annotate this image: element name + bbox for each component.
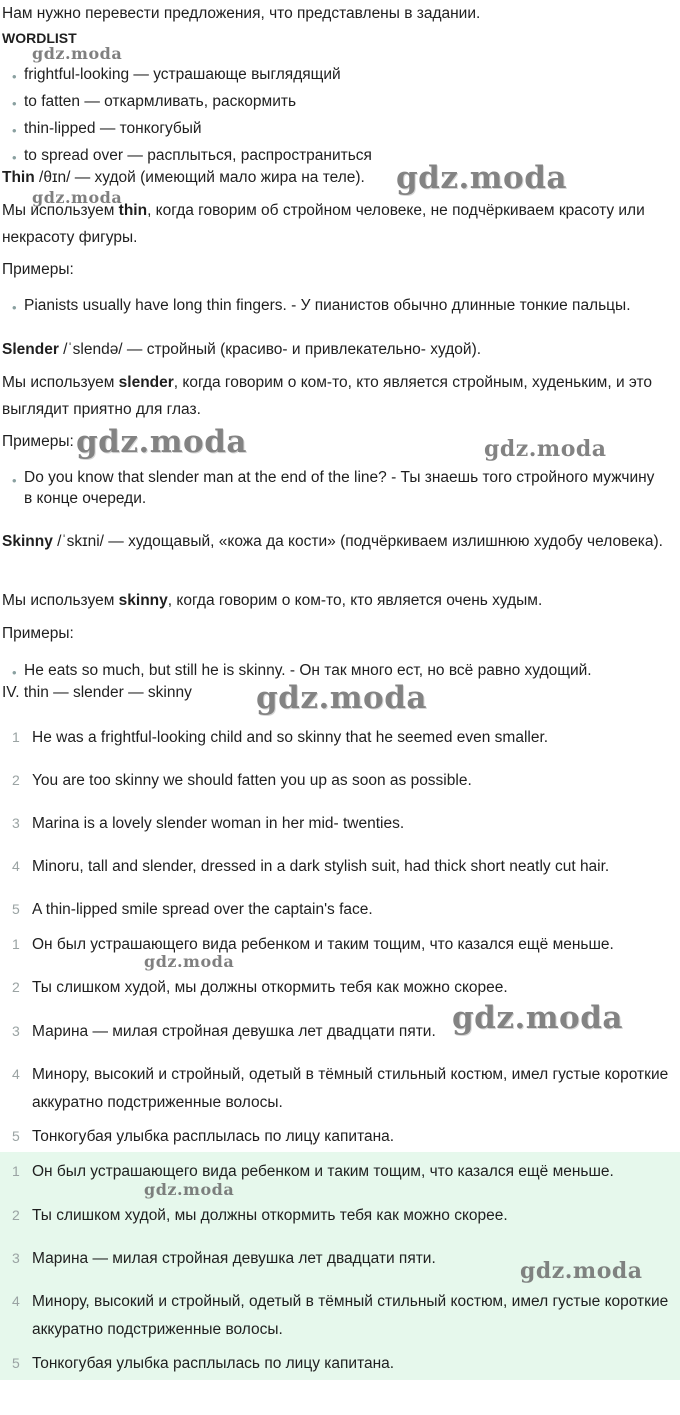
list-item: thin-lipped — тонкогубый (24, 120, 202, 137)
list-item: frightful-looking — устрашающе выглядящий (24, 66, 341, 83)
list-item: Тонкогубая улыбка расплылась по лицу капитана. (32, 1128, 395, 1145)
list-item: Тонкогубая улыбка расплылась по лицу капитана. (32, 1355, 395, 1372)
list-item: to spread over — расплыться, распространиться (24, 147, 372, 164)
bullet-icon: • (12, 96, 17, 111)
list-number: 3 (12, 815, 20, 831)
list-number: 5 (12, 1355, 20, 1371)
list-number: 1 (12, 729, 20, 745)
watermark-logo: gdz.moda (144, 1180, 235, 1199)
list-number: 1 (12, 936, 20, 952)
list-number: 4 (12, 1066, 20, 1082)
list-item: Марина — милая стройная девушка лет двадцати пяти. (32, 1250, 436, 1267)
list-number: 1 (12, 1163, 20, 1179)
list-number: 3 (12, 1250, 20, 1266)
list-item: Он был устрашающего вида ребенком и таким тощим, что казался ещё меньше. (32, 1163, 614, 1180)
list-number: 5 (12, 901, 20, 917)
watermark-logo: gdz.moda (76, 424, 247, 460)
list-item: A thin-lipped smile spread over the captain's face. (32, 901, 373, 918)
list-number: 3 (12, 1023, 20, 1039)
watermark-logo: gdz.moda (452, 1000, 623, 1036)
bullet-icon: • (12, 150, 17, 165)
skinny-usage: Мы используем skinny, когда говорим о ком-то, кто является очень худым. (2, 592, 543, 609)
skinny-definition: Skinny /ˈskɪni/ — худощавый, «кожа да кости» (подчёркиваем излишнюю худобу человека). (2, 533, 663, 550)
list-item: He was a frightful-looking child and so skinny that he seemed even smaller. (32, 729, 549, 746)
list-number: 4 (12, 1293, 20, 1309)
list-item: Minoru, tall and slender, dressed in a dark stylish suit, had thick short neatly cut hair. (32, 858, 610, 875)
list-number: 2 (12, 1207, 20, 1223)
bullet-icon: • (12, 473, 17, 488)
watermark-logo: gdz.moda (32, 44, 123, 63)
skinny-examples-label: Примеры: (2, 625, 74, 642)
bullet-icon: • (12, 665, 17, 680)
list-item: Ты слишком худой, мы должны откормить тебя как можно скорее. (32, 1207, 508, 1224)
list-item: Минору, высокий и стройный, одетый в тёмный стильный костюм, имел густые короткие аккуратно подстриженные волосы. (32, 1293, 669, 1338)
watermark-logo: gdz.moda (396, 160, 567, 196)
slender-definition: Slender /ˈslendə/ — стройный (красиво- и привлекательно- худой). (2, 341, 482, 358)
list-item: Marina is a lovely slender woman in her mid- twenties. (32, 815, 405, 832)
watermark-logo: gdz.moda (484, 436, 607, 462)
section-title: IV. thin — slender — skinny (2, 684, 192, 701)
thin-usage: Мы используем thin, когда говорим об стройном человеке, не подчёркиваем красоту или некрасоту фигуры. (2, 202, 645, 246)
list-item: Он был устрашающего вида ребенком и таким тощим, что казался ещё меньше. (32, 936, 614, 953)
list-item: You are too skinny we should fatten you up as soon as possible. (32, 772, 472, 789)
list-number: 2 (12, 772, 20, 788)
slender-usage: Мы используем slender, когда говорим о ком-то, кто является стройным, худеньким, и это выглядит приятно для глаз. (2, 374, 653, 418)
thin-example: Pianists usually have long thin fingers. - У пианистов обычно длинные тонкие пальцы. (24, 297, 631, 314)
bullet-icon: • (12, 69, 17, 84)
watermark-logo: gdz.moda (520, 1258, 643, 1284)
slender-example: Do you know that slender man at the end of the line? - Ты знаешь того стройного мужчину в конце очереди. (24, 469, 655, 507)
thin-definition: Thin /θɪn/ — худой (имеющий мало жира на теле). (2, 169, 365, 186)
list-number: 5 (12, 1128, 20, 1144)
list-number: 2 (12, 979, 20, 995)
watermark-logo: gdz.moda (144, 952, 235, 971)
list-item: Минору, высокий и стройный, одетый в тёмный стильный костюм, имел густые короткие аккуратно подстриженные волосы. (32, 1066, 669, 1111)
list-item: Ты слишком худой, мы должны откормить тебя как можно скорее. (32, 979, 508, 996)
list-item: Марина — милая стройная девушка лет двадцати пяти. (32, 1023, 436, 1040)
list-item: to fatten — откармливать, раскормить (24, 93, 297, 110)
bullet-icon: • (12, 123, 17, 138)
skinny-example: He eats so much, but still he is skinny. - Он так много ест, но всё равно худощий. (24, 662, 592, 679)
list-number: 4 (12, 858, 20, 874)
watermark-logo: gdz.moda (256, 680, 427, 716)
intro-text: Нам нужно перевести предложения, что представлены в задании. (2, 5, 481, 22)
slender-examples-label: Примеры: (2, 433, 74, 450)
thin-examples-label: Примеры: (2, 261, 74, 278)
bullet-icon: • (12, 300, 17, 315)
wordlist-title: WORDLIST (2, 30, 77, 46)
watermark-logo: gdz.moda (32, 188, 123, 207)
